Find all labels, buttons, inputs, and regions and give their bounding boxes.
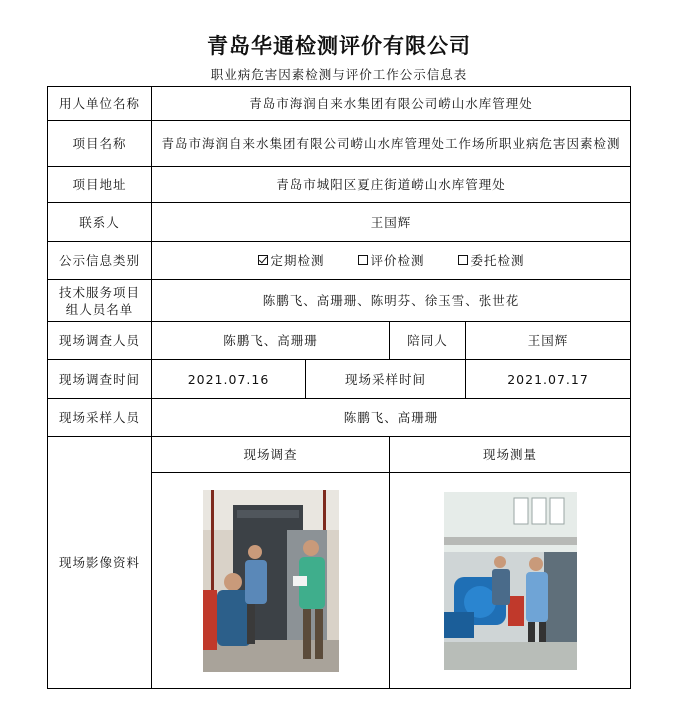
option-periodic[interactable]	[258, 252, 325, 269]
project-name-value: 青岛市海润自来水集团有限公司崂山水库管理处工作场所职业病危害因素检测	[152, 121, 631, 167]
survey-time-value: 2021.07.16	[152, 360, 306, 399]
contact-value: 王国辉	[152, 203, 631, 242]
info-type-options	[152, 242, 631, 280]
survey-photo-cell	[152, 473, 390, 689]
option-evaluation-label: 评价检测	[370, 252, 425, 268]
sampling-time-label: 现场采样时间	[306, 360, 466, 399]
team-value: 陈鹏飞、高珊珊、陈明芬、徐玉雪、张世花	[152, 280, 631, 322]
company-title: 青岛华通检测评价有限公司	[207, 34, 471, 58]
row-media-header	[48, 437, 631, 473]
escort-value: 王国辉	[466, 322, 631, 360]
survey-photo	[203, 490, 339, 672]
info-type-label: 公示信息类别	[48, 242, 152, 280]
employer-value: 青岛市海润自来水集团有限公司崂山水库管理处	[152, 87, 631, 121]
survey-time-label: 现场调查时间	[48, 360, 152, 399]
sampling-time-value: 2021.07.17	[466, 360, 631, 399]
measure-photo	[444, 492, 577, 670]
row-survey-staff	[48, 322, 631, 360]
option-commissioned[interactable]	[458, 252, 525, 269]
row-info-type	[48, 242, 631, 280]
option-commissioned-label: 委托检测	[470, 252, 525, 268]
survey-staff-value: 陈鹏飞、高珊珊	[152, 322, 390, 360]
media-label: 现场影像资料	[48, 437, 152, 689]
row-employer	[48, 87, 631, 121]
row-project-address	[48, 167, 631, 203]
option-evaluation[interactable]	[358, 252, 425, 269]
media-measure-label: 现场测量	[390, 437, 631, 473]
option-periodic-label: 定期检测	[270, 252, 325, 268]
row-times	[48, 360, 631, 399]
checkbox-checked-icon[interactable]	[258, 255, 268, 265]
row-team	[48, 280, 631, 322]
contact-label: 联系人	[48, 203, 152, 242]
measure-photo-cell	[390, 473, 631, 689]
project-address-label: 项目地址	[48, 167, 152, 203]
form-subtitle: 职业病危害因素检测与评价工作公示信息表	[210, 67, 468, 82]
sampling-staff-label: 现场采样人员	[48, 399, 152, 437]
row-sampling-staff	[48, 399, 631, 437]
media-survey-label: 现场调查	[152, 437, 390, 473]
checkbox-empty-icon[interactable]	[358, 255, 368, 265]
survey-staff-label: 现场调查人员	[48, 322, 152, 360]
project-address-value: 青岛市城阳区夏庄街道崂山水库管理处	[152, 167, 631, 203]
project-name-label: 项目名称	[48, 121, 152, 167]
team-label: 技术服务项目组人员名单	[48, 280, 152, 322]
sampling-staff-value: 陈鹏飞、高珊珊	[152, 399, 631, 437]
employer-label: 用人单位名称	[48, 87, 152, 121]
checkbox-empty-icon[interactable]	[458, 255, 468, 265]
row-contact	[48, 203, 631, 242]
disclosure-table	[47, 86, 631, 689]
escort-label: 陪同人	[390, 322, 466, 360]
row-project-name	[48, 121, 631, 167]
